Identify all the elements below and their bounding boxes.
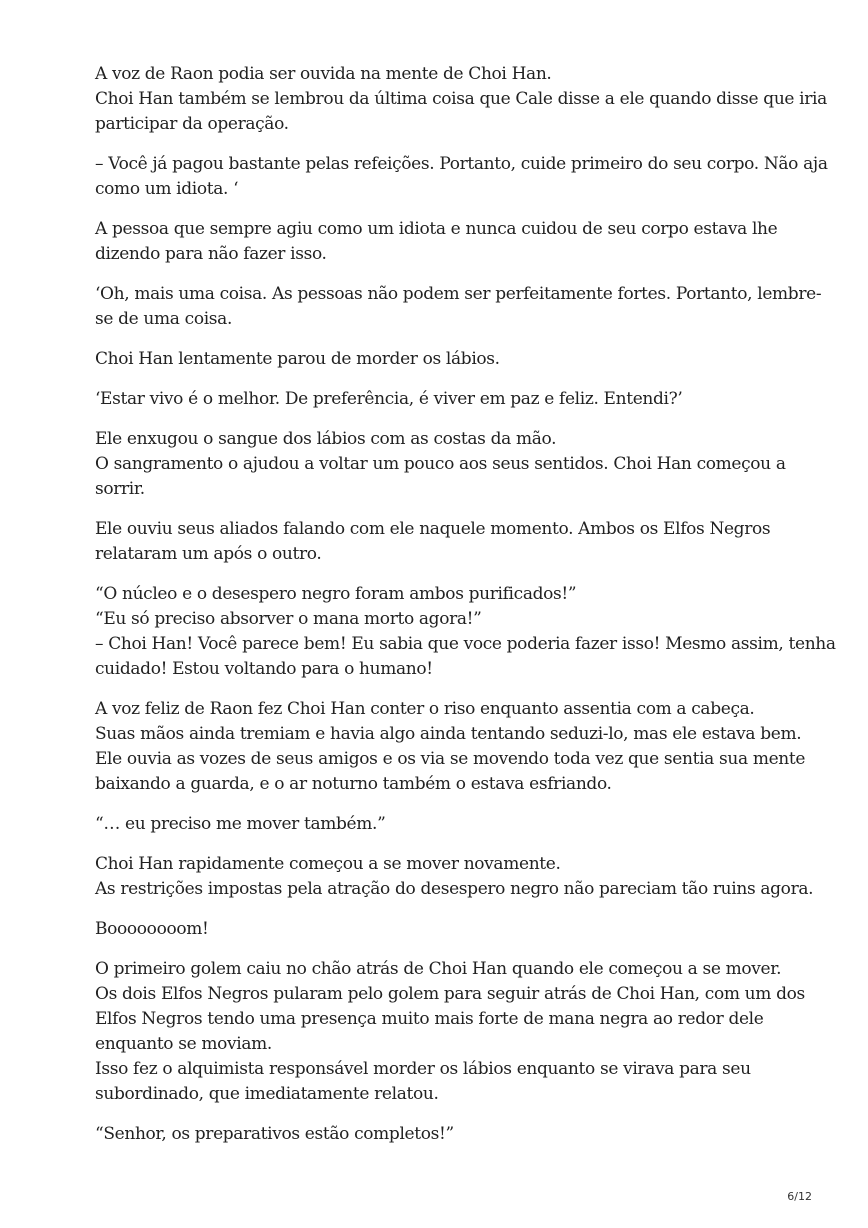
text-line: sorrir.: [95, 479, 145, 499]
text-line: O primeiro golem caiu no chão atrás de Choi Han quando ele começou a se mover.: [95, 959, 782, 979]
text-line: “… eu preciso me mover também.”: [95, 814, 386, 834]
paragraph: [95, 1122, 795, 1147]
text-line: A voz feliz de Raon fez Choi Han conter o riso enquanto assentia com a cabeça.: [95, 699, 755, 719]
text-line: “Eu só preciso absorver o mana morto agora!”: [95, 609, 482, 629]
paragraph: [95, 282, 822, 332]
text-line: Os dois Elfos Negros pularam pelo golem para seguir atrás de Choi Han, com um dos: [95, 984, 805, 1004]
text-line: Elfos Negros tendo uma presença muito mais forte de mana negra ao redor dele: [95, 1009, 764, 1029]
paragraph: [95, 812, 795, 837]
text-line: participar da operação.: [95, 114, 289, 134]
text-line: baixando a guarda, e o ar noturno também o estava esfriando.: [95, 774, 612, 794]
text-line: Isso fez o alquimista responsável morder os lábios enquanto se virava para seu: [95, 1059, 751, 1079]
text-line: Suas mãos ainda tremiam e havia algo ainda tentando seduzi-lo, mas ele estava bem.: [95, 724, 802, 744]
paragraph: [95, 852, 814, 902]
text-line: – Você já pagou bastante pelas refeições. Portanto, cuide primeiro do seu corpo. Não aja: [95, 154, 828, 174]
text-line: se de uma coisa.: [95, 309, 232, 329]
text-line: como um idiota. ‘: [95, 179, 239, 199]
text-line: enquanto se moviam.: [95, 1034, 272, 1054]
text-line: O sangramento o ajudou a voltar um pouco aos seus sentidos. Choi Han começou a: [95, 454, 786, 474]
text-line: ‘Oh, mais uma coisa. As pessoas não podem ser perfeitamente fortes. Portanto, lembre-: [95, 284, 822, 304]
text-line: Choi Han também se lembrou da última coisa que Cale disse a ele quando disse que iria: [95, 89, 827, 109]
paragraph: [95, 427, 795, 502]
text-line: Ele enxugou o sangue dos lábios com as costas da mão.: [95, 429, 557, 449]
text-line: A voz de Raon podia ser ouvida na mente de Choi Han.: [95, 64, 552, 84]
text-line: “Senhor, os preparativos estão completos!”: [95, 1124, 454, 1144]
text-line: “O núcleo e o desespero negro foram ambos purificados!”: [95, 584, 577, 604]
paragraph: [95, 387, 795, 412]
paragraph: [95, 217, 795, 267]
text-line: Ele ouvia as vozes de seus amigos e os via se movendo toda vez que sentia sua mente: [95, 749, 806, 769]
text-line: Choi Han rapidamente começou a se mover novamente.: [95, 854, 561, 874]
paragraph: [95, 517, 795, 567]
text-line: – Choi Han! Você parece bem! Eu sabia que voce poderia fazer isso! Mesmo assim, tenha: [95, 634, 836, 654]
text-line: A pessoa que sempre agiu como um idiota e nunca cuidou de seu corpo estava lhe: [95, 219, 778, 239]
text-line: ‘Estar vivo é o melhor. De preferência, é viver em paz e feliz. Entendi?’: [95, 389, 683, 409]
paragraph: [95, 62, 827, 137]
text-line: Ele ouviu seus aliados falando com ele naquele momento. Ambos os Elfos Negros: [95, 519, 771, 539]
text-line: As restrições impostas pela atração do desespero negro não pareciam tão ruins agora.: [95, 879, 814, 899]
text-line: Choi Han lentamente parou de morder os lábios.: [95, 349, 500, 369]
paragraph: [95, 917, 795, 942]
document-body: [95, 62, 836, 1162]
paragraph: [95, 697, 806, 797]
text-line: cuidado! Estou voltando para o humano!: [95, 659, 433, 679]
paragraph: [95, 582, 836, 682]
text-line: subordinado, que imediatamente relatou.: [95, 1084, 439, 1104]
paragraph: [95, 957, 805, 1107]
page-number: 6/12: [787, 1190, 812, 1203]
text-line: relataram um após o outro.: [95, 544, 322, 564]
paragraph: [95, 152, 828, 202]
paragraph: [95, 347, 795, 372]
text-line: dizendo para não fazer isso.: [95, 244, 327, 264]
text-line: Boooooooom!: [95, 919, 209, 939]
